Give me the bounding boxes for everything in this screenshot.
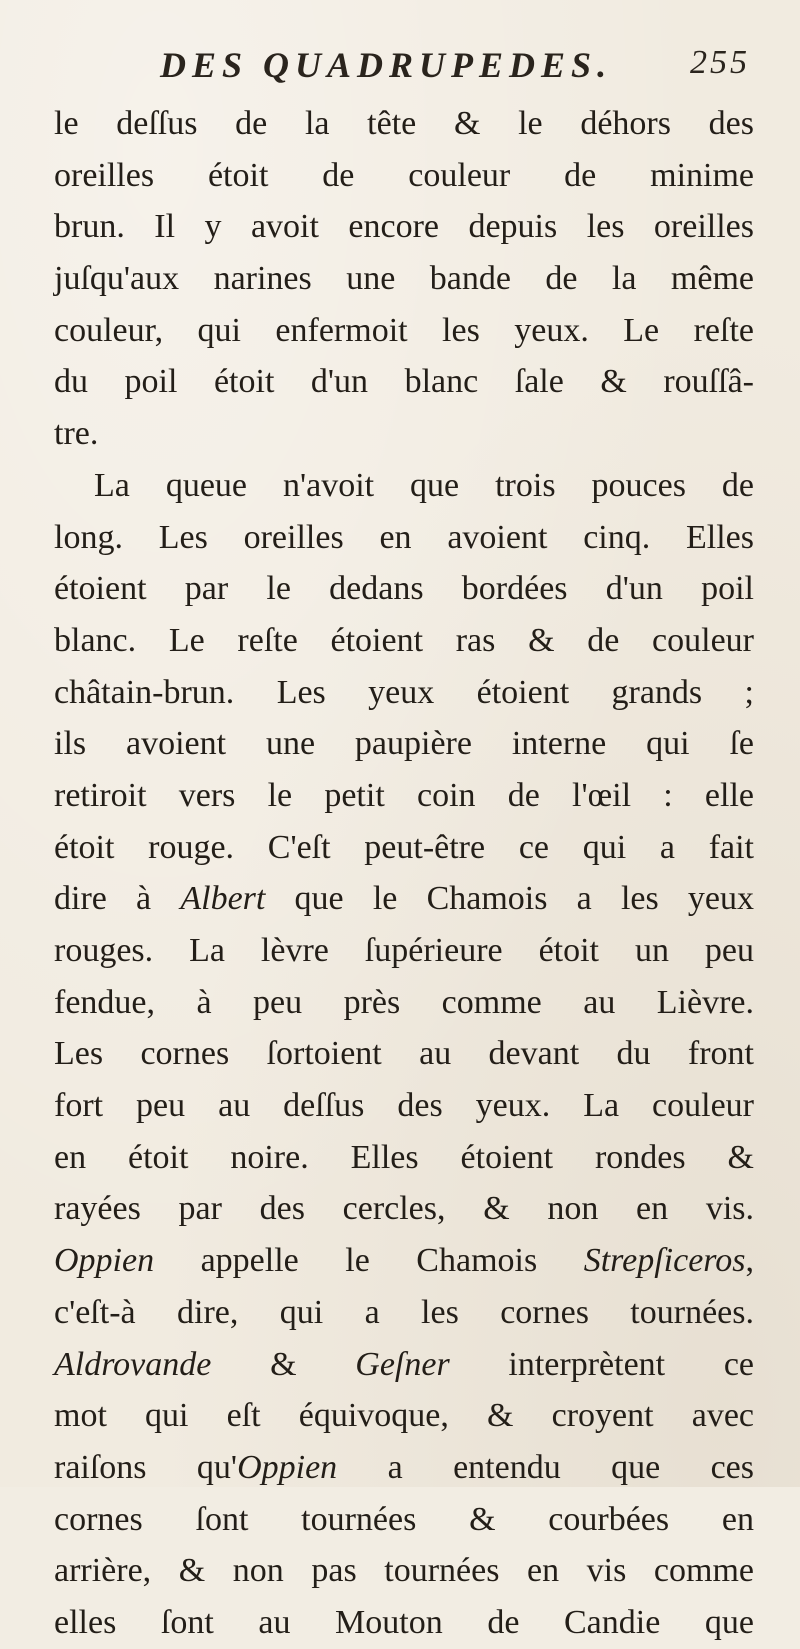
text-line [54, 98, 754, 150]
text-run: cornes ſont tournées & courbées en [54, 1500, 754, 1538]
text-line [54, 408, 754, 460]
text-run: tre. [54, 415, 99, 453]
text-run: étoient par le dedans bordées d'un poil [54, 570, 754, 608]
text-line [54, 460, 754, 512]
text-line [54, 1390, 754, 1442]
text-line [54, 615, 754, 667]
text-run: le deſſus de la tête & le déhors des [54, 105, 754, 142]
text-run: étoit rouge. C'eſt peut-être ce qui a fait [54, 828, 754, 866]
text-line [54, 977, 754, 1029]
text-line [54, 1545, 754, 1597]
text-run: a entendu que ces [337, 1448, 754, 1486]
text-run: châtain-brun. Les yeux étoient grands ; [54, 673, 754, 711]
italic-name: Geſner [355, 1345, 450, 1383]
text-run: interprètent ce [449, 1345, 755, 1383]
text-line [54, 253, 754, 305]
text-run: mot qui eſt équivoque, & croyent avec [54, 1397, 754, 1435]
italic-name: Strepſiceros [583, 1242, 746, 1280]
text-run: que le Chamois a les yeux [265, 880, 754, 918]
text-run: rouges. La lèvre ſupérieure étoit un peu [54, 932, 754, 969]
italic-name: Aldrovande [54, 1345, 212, 1383]
text-run: rayées par des cercles, & non en vis. [54, 1190, 754, 1228]
text-run: La queue n'avoit que trois pouces de [94, 466, 754, 504]
text-line [54, 1183, 754, 1235]
text-run: appelle le Chamois [154, 1242, 584, 1280]
text-line [54, 1235, 754, 1287]
text-run: long. Les oreilles en avoient cinq. Elles [54, 518, 754, 556]
text-line [54, 667, 754, 719]
italic-name: Albert [180, 880, 266, 918]
text-line [54, 718, 754, 770]
text-run: raiſons qu' [54, 1448, 238, 1486]
text-run: fort peu au deſſus des yeux. La couleur [54, 1087, 754, 1125]
text-run: juſqu'aux narines une bande de la même [54, 260, 754, 298]
text-run: elles ſont au Mouton de Candie que [54, 1603, 754, 1641]
text-run: blanc. Le reſte étoient ras & de couleur [54, 621, 754, 659]
text-line [54, 1494, 754, 1546]
page-number: 255 [690, 44, 750, 81]
text-line [54, 356, 754, 408]
text-line [54, 150, 754, 202]
text-run: c'eſt-à dire, qui a les cornes tournées. [54, 1293, 754, 1331]
body-text [54, 98, 754, 1649]
text-run: brun. Il y avoit encore depuis les oreilles [54, 208, 754, 246]
text-run: du poil étoit d'un blanc ſale & rouſſâ- [54, 363, 754, 401]
text-run: ils avoient une paupière interne qui ſe [54, 725, 754, 763]
running-head: DES QUADRUPEDES. [160, 45, 613, 85]
italic-name: Oppien [54, 1242, 155, 1280]
paragraph [54, 460, 754, 1649]
text-line [54, 1287, 754, 1339]
text-line [54, 1339, 754, 1391]
text-line [54, 1080, 754, 1132]
text-run: couleur, qui enfermoit les yeux. Le reſte [54, 311, 754, 349]
text-line [54, 563, 754, 615]
text-line [54, 1597, 754, 1649]
text-line [54, 1442, 754, 1494]
text-line [54, 873, 754, 925]
text-run: arrière, & non pas tournées en vis comme [54, 1552, 754, 1590]
text-line [54, 1132, 754, 1184]
text-line [54, 822, 754, 874]
text-line [54, 1028, 754, 1080]
text-run: fendue, à peu près comme au Lièvre. [54, 983, 754, 1021]
text-line [54, 201, 754, 253]
text-line [54, 925, 754, 977]
page-header [0, 44, 800, 94]
text-run: en étoit noire. Elles étoient rondes & [54, 1138, 754, 1176]
text-line [54, 770, 754, 822]
text-line [54, 305, 754, 357]
paragraph [54, 98, 754, 460]
text-line [54, 512, 754, 564]
text-run: & [211, 1345, 356, 1383]
text-run: dire à [54, 880, 181, 918]
text-run: oreilles étoit de couleur de minime [54, 156, 754, 194]
text-run: retiroit vers le petit coin de l'œil : elle [54, 776, 754, 814]
italic-name: Oppien [237, 1448, 338, 1486]
text-run: , [745, 1242, 754, 1280]
text-run: Les cornes ſortoient au devant du front [54, 1035, 754, 1073]
